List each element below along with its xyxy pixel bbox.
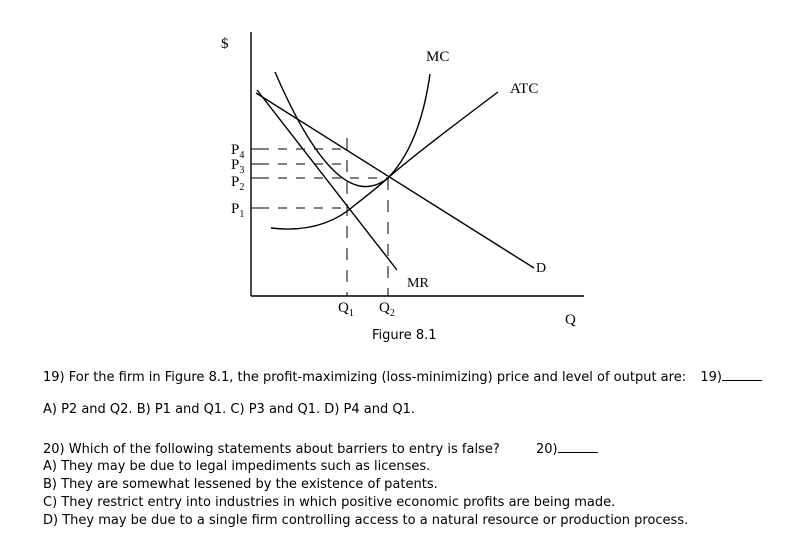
p2-label: $P_2$ — [231, 174, 245, 193]
mc-curve — [275, 72, 430, 187]
atc-label: ATC — [510, 81, 539, 97]
atc-curve — [271, 92, 498, 229]
y-axis-label: $ — [221, 36, 229, 52]
question-19-options: A) P2 and Q2. B) P1 and Q1. C) P3 and Q1. D) P4 and Q1. — [43, 402, 415, 417]
question-20-option-b: B) They are somewhat lessened by the existence of patents. — [43, 477, 438, 492]
answer-blank-20[interactable] — [558, 440, 598, 453]
figure-caption: Figure 8.1 — [372, 328, 437, 343]
mc-label: MC — [426, 49, 450, 65]
question-20-number-tag: 20) — [536, 442, 558, 457]
question-20-option-d: D) They may be due to a single firm controlling access to a natural resource or production process. — [43, 513, 689, 528]
x-axis-label: Q — [565, 312, 576, 328]
p3-label: $P_3$ — [231, 157, 245, 176]
question-19 — [43, 368, 762, 385]
question-20-text: 20) Which of the following statements about barriers to entry is false? — [43, 442, 500, 457]
p1-label: $P_1$ — [231, 201, 245, 220]
answer-blank-19[interactable] — [722, 368, 762, 381]
question-19-number-tag: 19) — [700, 370, 722, 385]
mr-curve — [257, 90, 397, 270]
question-20-option-a: A) They may be due to legal impediments such as licenses. — [43, 459, 431, 474]
question-20 — [43, 440, 598, 457]
q2-label: $Q_2$ — [379, 300, 395, 319]
question-20-option-c: C) They restrict entry into industries in which positive economic profits are being made. — [43, 495, 616, 510]
demand-label: D — [536, 261, 547, 276]
p4-label: $P_4$ — [231, 142, 245, 161]
q1-label: $Q_1$ — [338, 300, 354, 319]
question-19-text: 19) For the firm in Figure 8.1, the profit-maximizing (loss-minimizing) price and level of output are: — [43, 370, 687, 385]
mr-label: MR — [407, 276, 429, 291]
